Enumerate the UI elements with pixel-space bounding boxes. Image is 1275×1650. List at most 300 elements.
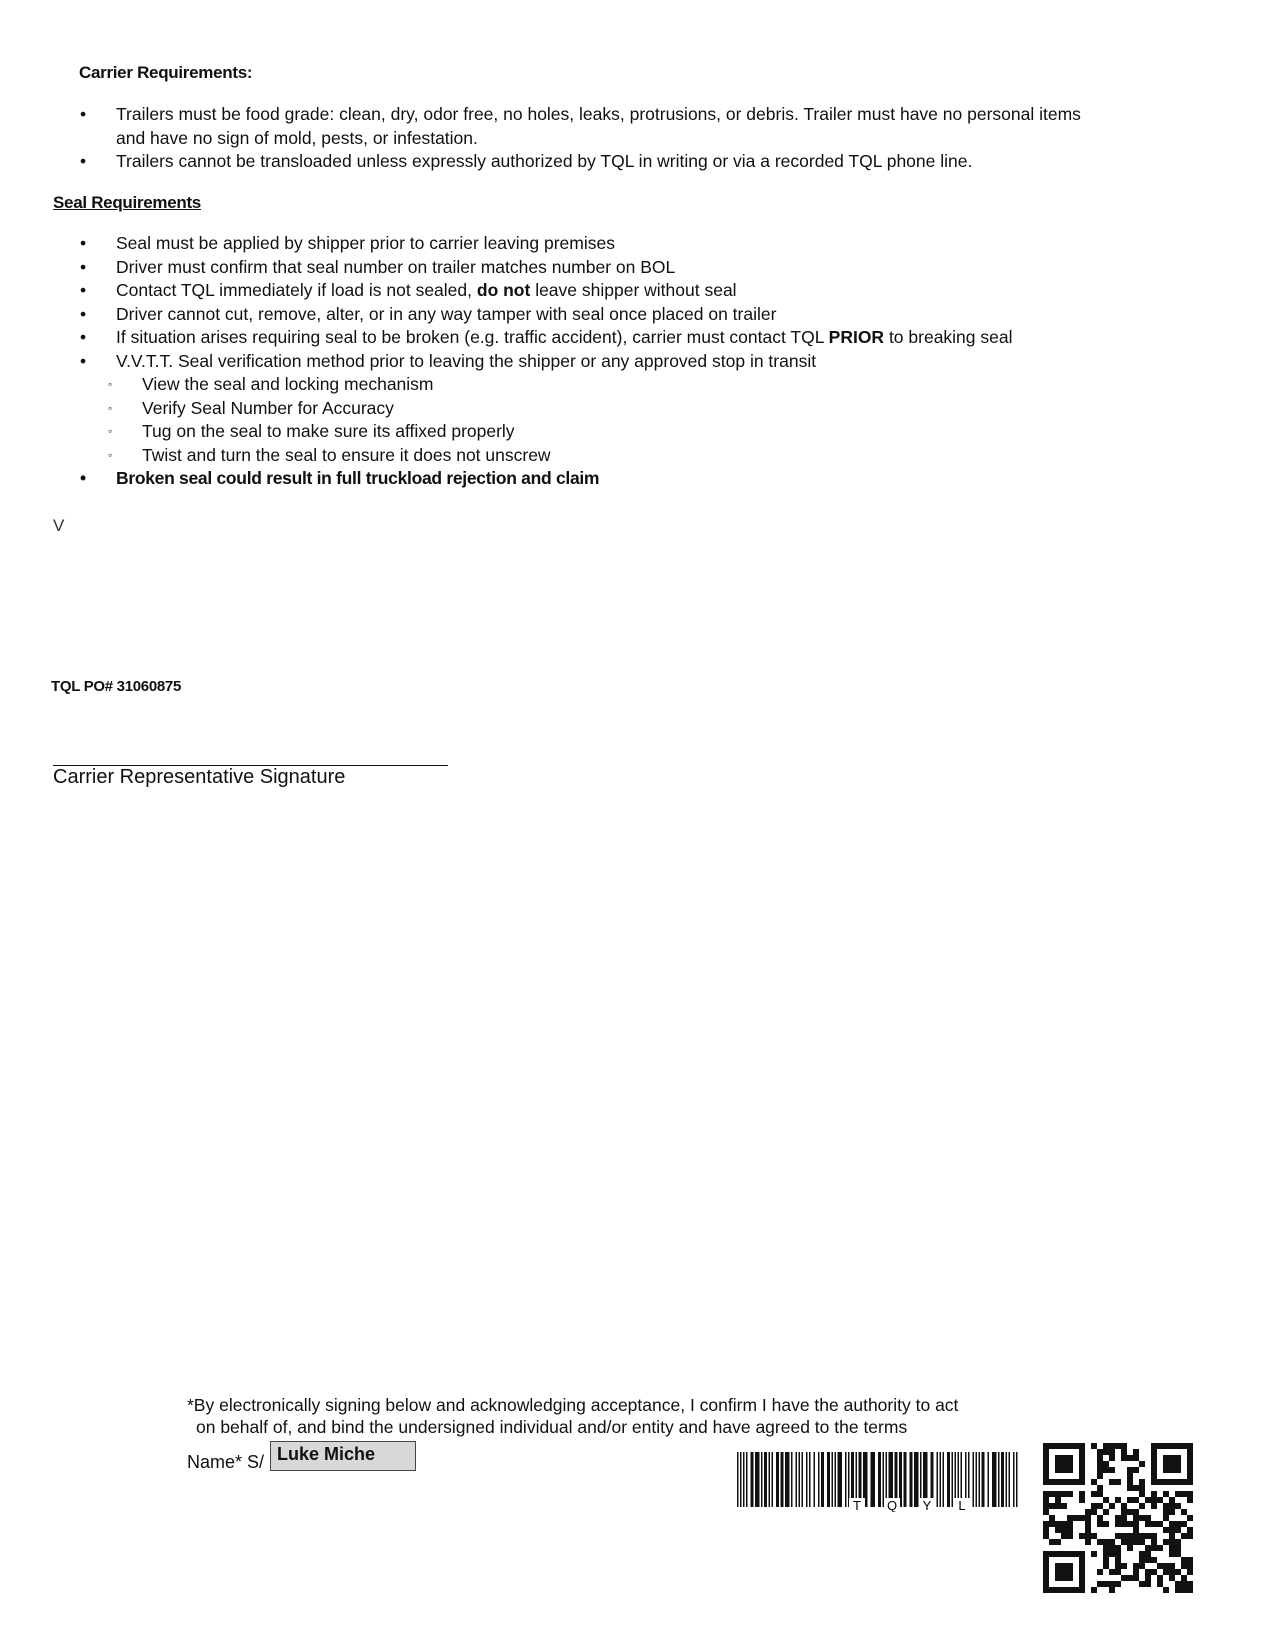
barcode-bar <box>947 1452 950 1507</box>
qr-module <box>1157 1497 1163 1503</box>
qr-module <box>1151 1503 1157 1509</box>
qr-module <box>1115 1563 1121 1569</box>
qr-module <box>1061 1533 1067 1539</box>
qr-module <box>1097 1521 1103 1527</box>
qr-module <box>1103 1449 1109 1455</box>
barcode-bar <box>802 1452 804 1507</box>
qr-module <box>1067 1521 1073 1527</box>
qr-module <box>1181 1491 1187 1497</box>
qr-module <box>1139 1515 1145 1521</box>
qr-module <box>1091 1443 1097 1449</box>
barcode-bar <box>883 1452 885 1507</box>
qr-module <box>1145 1575 1151 1581</box>
qr-module <box>1043 1479 1049 1485</box>
qr-module <box>1157 1521 1163 1527</box>
qr-module <box>1073 1443 1079 1449</box>
qr-module <box>1187 1587 1193 1593</box>
qr-module <box>1109 1479 1115 1485</box>
qr-module <box>1067 1551 1073 1557</box>
qr-module <box>1067 1533 1073 1539</box>
qr-module <box>1181 1509 1187 1515</box>
qr-module <box>1133 1449 1139 1455</box>
qr-module <box>1061 1563 1067 1569</box>
qr-module <box>1175 1479 1181 1485</box>
qr-module <box>1109 1443 1115 1449</box>
barcode-bar <box>838 1452 843 1507</box>
barcode-bar <box>940 1452 942 1507</box>
qr-module <box>1139 1479 1145 1485</box>
qr-module <box>1085 1521 1091 1527</box>
qr-module <box>1043 1533 1049 1539</box>
barcode <box>737 1452 1022 1512</box>
name-signature-field[interactable]: Luke Miche <box>270 1441 416 1471</box>
qr-module <box>1169 1527 1175 1533</box>
qr-module <box>1061 1443 1067 1449</box>
signature-label: Carrier Representative Signature <box>53 766 346 788</box>
barcode-bar <box>827 1452 830 1507</box>
qr-module <box>1145 1557 1151 1563</box>
qr-module <box>1103 1545 1109 1551</box>
qr-module <box>1163 1509 1169 1515</box>
qr-module <box>1163 1569 1169 1575</box>
qr-module <box>1127 1479 1133 1485</box>
qr-module <box>1133 1527 1139 1533</box>
barcode-bar <box>814 1452 816 1507</box>
qr-module <box>1061 1479 1067 1485</box>
qr-module <box>1133 1521 1139 1527</box>
barcode-bar <box>751 1452 754 1507</box>
qr-module <box>1055 1575 1061 1581</box>
qr-module <box>1091 1503 1097 1509</box>
qr-module <box>1109 1569 1115 1575</box>
barcode-bar <box>740 1452 742 1507</box>
qr-module <box>1169 1539 1175 1545</box>
qr-module <box>1139 1581 1145 1587</box>
qr-module <box>1109 1449 1115 1455</box>
qr-module <box>1139 1503 1145 1509</box>
qr-module <box>1067 1467 1073 1473</box>
qr-module <box>1157 1479 1163 1485</box>
barcode-caption-char: T <box>853 1498 861 1512</box>
qr-module <box>1121 1533 1127 1539</box>
qr-module <box>1115 1545 1121 1551</box>
qr-module <box>1151 1461 1157 1467</box>
qr-module <box>1067 1455 1073 1461</box>
qr-module <box>1097 1491 1103 1497</box>
qr-module <box>1109 1503 1115 1509</box>
carrier-requirements-list <box>80 103 1230 174</box>
qr-module <box>1103 1461 1109 1467</box>
qr-module <box>1055 1497 1061 1503</box>
barcode-bar <box>776 1452 779 1507</box>
list-item: • Driver must confirm that seal number on trailer matches number on BOL <box>80 256 676 277</box>
list-item: • Seal must be applied by shipper prior to carrier leaving premises <box>80 233 615 253</box>
qr-module <box>1055 1503 1061 1509</box>
qr-module <box>1169 1575 1175 1581</box>
qr-module <box>1187 1491 1193 1497</box>
qr-module <box>1061 1491 1067 1497</box>
qr-module <box>1139 1539 1145 1545</box>
qr-module <box>1163 1479 1169 1485</box>
qr-module <box>1187 1479 1193 1485</box>
qr-module <box>1127 1485 1133 1491</box>
qr-module <box>1181 1575 1187 1581</box>
qr-module <box>1067 1575 1073 1581</box>
qr-module <box>1097 1569 1103 1575</box>
qr-module <box>1067 1461 1073 1467</box>
qr-module <box>1067 1479 1073 1485</box>
qr-module <box>1079 1449 1085 1455</box>
barcode-bar <box>821 1452 824 1507</box>
list-item: • Trailers must be food grade: clean, dry, odor free, no holes, leaks, protrusions, or debris. Trailer must have no personal items and have no sign of mold, pests, or infestation. <box>80 104 1081 148</box>
qr-module <box>1169 1455 1175 1461</box>
qr-module <box>1049 1551 1055 1557</box>
qr-module <box>1151 1497 1157 1503</box>
barcode-bar <box>937 1452 939 1507</box>
qr-module <box>1181 1581 1187 1587</box>
qr-module <box>1127 1497 1133 1503</box>
qr-module <box>1163 1587 1169 1593</box>
qr-module <box>1091 1491 1097 1497</box>
barcode-bar <box>769 1452 771 1507</box>
qr-module <box>1115 1479 1121 1485</box>
qr-module <box>1181 1563 1187 1569</box>
qr-module <box>1043 1455 1049 1461</box>
qr-module <box>1187 1533 1193 1539</box>
qr-module <box>1061 1503 1067 1509</box>
qr-module <box>1115 1581 1121 1587</box>
qr-module <box>1055 1527 1061 1533</box>
qr-module <box>1067 1443 1073 1449</box>
qr-module <box>1121 1515 1127 1521</box>
sub-list-item: ◦ Twist and turn the seal to ensure it does not unscrew <box>108 444 551 465</box>
qr-module <box>1169 1461 1175 1467</box>
barcode-bar <box>799 1452 801 1507</box>
qr-module <box>1055 1467 1061 1473</box>
qr-module <box>1133 1515 1139 1521</box>
barcode-bar <box>878 1452 881 1507</box>
qr-module <box>1073 1587 1079 1593</box>
qr-module <box>1187 1467 1193 1473</box>
qr-module <box>1187 1461 1193 1467</box>
seal-requirements-heading: Seal Requirements <box>53 193 201 212</box>
qr-module <box>1139 1563 1145 1569</box>
qr-module <box>1151 1479 1157 1485</box>
qr-module <box>1181 1479 1187 1485</box>
qr-module <box>1079 1551 1085 1557</box>
qr-module <box>1049 1443 1055 1449</box>
qr-module <box>1115 1533 1121 1539</box>
qr-module <box>1103 1551 1109 1557</box>
qr-module <box>1181 1533 1187 1539</box>
sub-list-item: ◦ Verify Seal Number for Accuracy <box>108 397 394 418</box>
barcode-bar <box>1013 1452 1015 1507</box>
qr-module <box>1163 1491 1169 1497</box>
qr-module <box>1097 1503 1103 1509</box>
qr-module <box>1055 1479 1061 1485</box>
qr-module <box>1181 1587 1187 1593</box>
qr-module <box>1073 1479 1079 1485</box>
qr-module <box>1157 1443 1163 1449</box>
barcode-bar <box>835 1452 837 1507</box>
qr-module <box>1067 1587 1073 1593</box>
qr-module <box>1097 1461 1103 1467</box>
qr-module <box>1127 1539 1133 1545</box>
barcode-bar <box>904 1452 907 1507</box>
qr-module <box>1049 1503 1055 1509</box>
qr-module <box>1133 1563 1139 1569</box>
qr-module <box>1043 1509 1049 1515</box>
qr-module <box>1145 1545 1151 1551</box>
qr-module <box>1169 1545 1175 1551</box>
qr-module <box>1127 1467 1133 1473</box>
qr-module <box>1109 1551 1115 1557</box>
qr-module <box>1097 1473 1103 1479</box>
qr-module <box>1133 1575 1139 1581</box>
barcode-bar <box>818 1452 820 1507</box>
qr-module <box>1169 1467 1175 1473</box>
qr-module <box>1055 1491 1061 1497</box>
qr-module <box>1055 1587 1061 1593</box>
qr-module <box>1091 1587 1097 1593</box>
disclaimer-line-2: on behalf of, and bind the undersigned individual and/or entity and have agreed to the terms <box>196 1417 908 1437</box>
qr-module <box>1097 1455 1103 1461</box>
qr-module <box>1145 1551 1151 1557</box>
barcode-bar <box>785 1452 790 1507</box>
qr-module <box>1061 1521 1067 1527</box>
qr-module <box>1121 1575 1127 1581</box>
po-number: TQL PO# 31060875 <box>51 678 182 695</box>
qr-module <box>1043 1527 1049 1533</box>
qr-module <box>1061 1467 1067 1473</box>
qr-module <box>1133 1467 1139 1473</box>
qr-module <box>1163 1455 1169 1461</box>
qr-module <box>1043 1569 1049 1575</box>
qr-module <box>1109 1581 1115 1587</box>
qr-module <box>1055 1569 1061 1575</box>
qr-module <box>1043 1497 1049 1503</box>
qr-module <box>1145 1497 1151 1503</box>
barcode-bar <box>764 1452 767 1507</box>
qr-module <box>1109 1587 1115 1593</box>
qr-module <box>1133 1539 1139 1545</box>
qr-module <box>1103 1509 1109 1515</box>
qr-module <box>1109 1455 1115 1461</box>
qr-module <box>1133 1569 1139 1575</box>
qr-module <box>1169 1497 1175 1503</box>
qr-module <box>1091 1509 1097 1515</box>
barcode-bar <box>992 1452 997 1507</box>
qr-module <box>1097 1539 1103 1545</box>
qr-module <box>1133 1485 1139 1491</box>
qr-module <box>1145 1515 1151 1521</box>
qr-module <box>1187 1455 1193 1461</box>
barcode-caption-char: Q <box>886 1498 898 1512</box>
qr-module <box>1151 1539 1157 1545</box>
barcode-caption-char: L <box>958 1498 966 1512</box>
qr-module <box>1163 1467 1169 1473</box>
qr-module <box>1175 1587 1181 1593</box>
qr-module <box>1145 1569 1151 1575</box>
qr-module <box>1169 1503 1175 1509</box>
qr-module <box>1043 1443 1049 1449</box>
qr-module <box>1061 1527 1067 1533</box>
qr-module <box>1115 1521 1121 1527</box>
barcode-bar <box>1009 1452 1011 1507</box>
barcode-bar <box>791 1452 793 1507</box>
qr-module <box>1139 1551 1145 1557</box>
qr-module <box>1187 1527 1193 1533</box>
qr-module <box>1121 1539 1127 1545</box>
qr-module <box>1175 1551 1181 1557</box>
vvtt-sub-list <box>80 373 1230 467</box>
qr-module <box>1169 1521 1175 1527</box>
barcode-bar <box>982 1452 985 1507</box>
qr-module <box>1103 1581 1109 1587</box>
qr-module <box>1175 1569 1181 1575</box>
qr-module <box>1079 1563 1085 1569</box>
qr-module <box>1145 1533 1151 1539</box>
qr-module <box>1139 1491 1145 1497</box>
qr-module <box>1133 1455 1139 1461</box>
barcode-bar <box>914 1452 919 1507</box>
qr-module <box>1115 1569 1121 1575</box>
barcode-bar <box>973 1452 975 1507</box>
seal-requirements-list <box>80 232 1230 491</box>
qr-module <box>1163 1527 1169 1533</box>
qr-module <box>1157 1575 1163 1581</box>
qr-module <box>1163 1515 1169 1521</box>
barcode-bar <box>796 1452 798 1507</box>
barcode-bar <box>743 1452 745 1507</box>
qr-module <box>1091 1551 1097 1557</box>
qr-module <box>1127 1533 1133 1539</box>
qr-module <box>1151 1533 1157 1539</box>
qr-module <box>1115 1443 1121 1449</box>
qr-module <box>1061 1587 1067 1593</box>
qr-module <box>1079 1443 1085 1449</box>
qr-module <box>1163 1461 1169 1467</box>
qr-module <box>1169 1563 1175 1569</box>
barcode-bar <box>809 1452 811 1507</box>
list-item: • Trailers cannot be transloaded unless expressly authorized by TQL in writing or via a recorded TQL phone line. <box>80 151 973 171</box>
qr-module <box>1085 1539 1091 1545</box>
qr-module <box>1187 1557 1193 1563</box>
qr-module <box>1163 1443 1169 1449</box>
qr-module <box>1169 1533 1175 1539</box>
list-item: • Driver cannot cut, remove, alter, or in any way tamper with seal once placed on trailer <box>80 303 777 324</box>
qr-module <box>1175 1443 1181 1449</box>
qr-module <box>1151 1569 1157 1575</box>
qr-module <box>1043 1449 1049 1455</box>
qr-module <box>1175 1455 1181 1461</box>
qr-module <box>1115 1551 1121 1557</box>
barcode-bar <box>781 1452 784 1507</box>
qr-module <box>1079 1587 1085 1593</box>
qr-module <box>1109 1467 1115 1473</box>
barcode-bar <box>1016 1452 1018 1507</box>
qr-module <box>1151 1473 1157 1479</box>
qr-module <box>1079 1479 1085 1485</box>
qr-module <box>1175 1521 1181 1527</box>
barcode-bar <box>761 1452 763 1507</box>
qr-module <box>1055 1539 1061 1545</box>
qr-module <box>1043 1557 1049 1563</box>
qr-module <box>1169 1509 1175 1515</box>
qr-module <box>1091 1479 1097 1485</box>
qr-module <box>1097 1581 1103 1587</box>
barcode-bar <box>755 1452 760 1507</box>
qr-module <box>1061 1575 1067 1581</box>
qr-module <box>1055 1563 1061 1569</box>
qr-module <box>1169 1443 1175 1449</box>
qr-module <box>1181 1521 1187 1527</box>
qr-module <box>1079 1557 1085 1563</box>
qr-module <box>1163 1563 1169 1569</box>
qr-module <box>1151 1443 1157 1449</box>
qr-module <box>1103 1467 1109 1473</box>
qr-module <box>1169 1569 1175 1575</box>
qr-module <box>1151 1449 1157 1455</box>
qr-module <box>1097 1515 1103 1521</box>
barcode-bar <box>976 1452 978 1507</box>
carrier-requirements-heading: Carrier Requirements: <box>79 63 253 82</box>
qr-module <box>1049 1521 1055 1527</box>
qr-module <box>1151 1455 1157 1461</box>
qr-module <box>1127 1521 1133 1527</box>
qr-module <box>1133 1509 1139 1515</box>
qr-module <box>1181 1557 1187 1563</box>
qr-module <box>1157 1545 1163 1551</box>
barcode-bar <box>845 1452 847 1507</box>
qr-module <box>1097 1485 1103 1491</box>
qr-module <box>1055 1443 1061 1449</box>
qr-module <box>1115 1497 1121 1503</box>
qr-module <box>1049 1587 1055 1593</box>
qr-module <box>1067 1491 1073 1497</box>
qr-module <box>1043 1473 1049 1479</box>
qr-code <box>1043 1443 1193 1593</box>
qr-module <box>1187 1497 1193 1503</box>
qr-module <box>1079 1467 1085 1473</box>
barcode-bar <box>943 1452 945 1507</box>
qr-module <box>1079 1515 1085 1521</box>
list-item: • If situation arises requiring seal to be broken (e.g. traffic accident), carrier must contact TQL PRIOR to breaking seal <box>80 327 1013 347</box>
qr-module <box>1043 1551 1049 1557</box>
barcode-bar <box>806 1452 808 1507</box>
qr-module <box>1139 1461 1145 1467</box>
qr-module <box>1157 1581 1163 1587</box>
qr-module <box>1097 1467 1103 1473</box>
qr-module <box>1187 1581 1193 1587</box>
barcode-bar <box>746 1452 748 1507</box>
qr-module <box>1103 1521 1109 1527</box>
qr-module <box>1109 1545 1115 1551</box>
qr-module <box>1127 1509 1133 1515</box>
qr-module <box>1043 1575 1049 1581</box>
qr-module <box>1121 1443 1127 1449</box>
barcode-bar <box>979 1452 981 1507</box>
qr-module <box>1169 1479 1175 1485</box>
qr-module <box>1049 1479 1055 1485</box>
qr-module <box>1169 1551 1175 1557</box>
qr-module <box>1055 1461 1061 1467</box>
qr-module <box>1175 1467 1181 1473</box>
qr-module <box>1073 1515 1079 1521</box>
barcode-bar <box>772 1452 774 1507</box>
list-item: • V.V.T.T. Seal verification method prior to leaving the shipper or any approved stop in transit ◦ View the seal and locking mechanism ◦ Verify Seal Number for Accuracy ◦ Tug on the seal to make sure its affixed properly ◦ Twist and turn the seal to ensure it does not unscrew <box>80 350 1230 468</box>
qr-module <box>1121 1521 1127 1527</box>
